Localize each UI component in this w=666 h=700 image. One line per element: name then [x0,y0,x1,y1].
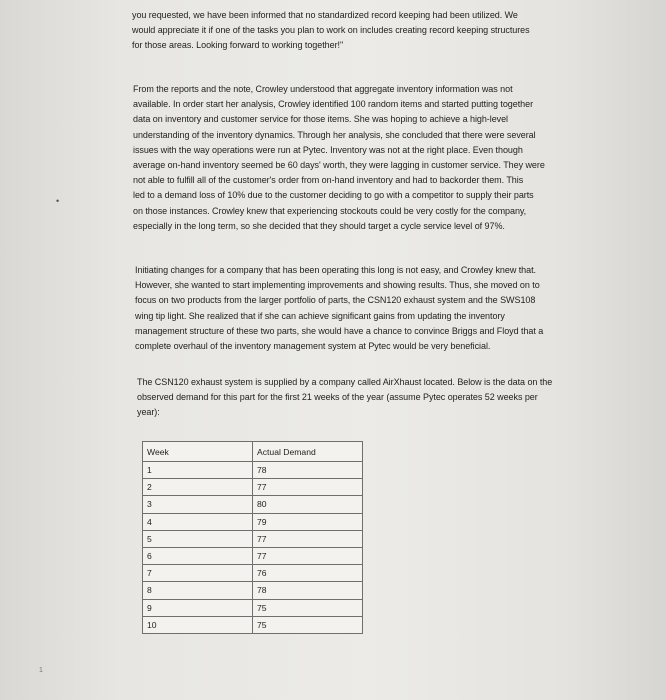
text-line: available. In order start her analysis, Crowley identified 100 random items and started putting together [133,99,534,110]
table-row [143,496,363,513]
text-line: year): [137,407,160,418]
text-line: for those areas. Looking forward to working together!" [132,40,344,51]
demand-cell: 76 [253,565,363,582]
week-cell: 2 [143,479,253,496]
demand-cell: 77 [253,479,363,496]
table-row [143,599,363,616]
text-line: led to a demand loss of 10% due to the customer deciding to go with a competitor to supply their parts [133,190,534,201]
week-cell: 8 [143,582,253,599]
text-line: especially in the long term, so she decided that they should target a cycle service level of 97%. [133,220,505,231]
demand-table [142,441,363,634]
demand-cell: 77 [253,547,363,564]
demand-cell: 79 [253,513,363,530]
table-row [143,565,363,582]
table-header-row [143,442,363,462]
week-cell: 5 [143,530,253,547]
text-line: wing tip light. She realized that if she can achieve significant gains from updating the inventory [135,310,505,321]
week-cell: 9 [143,599,253,616]
text-line: observed demand for this part for the first 21 weeks of the year (assume Pytec operates 52 weeks per [137,392,538,403]
paragraph-crowley-analysis [133,82,613,234]
week-cell: 1 [143,462,253,479]
text-line: would appreciate it if one of the tasks you plan to work on includes creating record keeping structures [132,25,530,36]
text-line: issues with the way operations were run at Pytec. Inventory was not at the right place. Even though [133,144,523,155]
text-line: However, she wanted to start implementing improvements and showing results. Thus, she moved on to [135,280,540,291]
table-row [143,547,363,564]
text-line: management structure of these two parts, she would have a chance to convince Briggs and Floyd that a [135,325,544,336]
column-header-week: Week [143,442,253,462]
text-line: you requested, we have been informed that no standardized record keeping had been utilized. We [132,10,518,20]
paragraph-initiating-changes [135,263,605,354]
text-line: understanding of the inventory dynamics. Through her analysis, she concluded that there were several [133,129,536,140]
text-line: data on inventory and customer service for those items. She was hoping to achieve a high-level [133,114,509,125]
demand-cell: 80 [253,496,363,513]
margin-number-mark: 1 [39,667,43,674]
paragraph-csn120-supplier [137,375,607,421]
demand-cell: 78 [253,462,363,479]
table-row [143,582,363,599]
text-line: Initiating changes for a company that has been operating this long is not easy, and Crowley knew that. [135,265,536,275]
table-row [143,530,363,547]
demand-cell: 75 [253,599,363,616]
text-line: focus on two products from the larger portfolio of parts, the CSN120 exhaust system and the SWS108 [135,295,536,306]
text-line: average on-hand inventory seemed be 60 days' worth, they were lagging in customer service. They were [133,160,545,171]
paragraph-quote-ending [132,8,612,54]
week-cell: 6 [143,547,253,564]
table-row [143,616,363,633]
table-row [143,462,363,479]
text-line: The CSN120 exhaust system is supplied by a company called AirXhaust located. Below is the data on the [137,377,553,387]
margin-dot-mark: • [56,196,60,206]
text-line: complete overhaul of the inventory management system at Pytec would be very beneficial. [135,341,491,352]
text-line: not able to fulfill all of the customer's order from on-hand inventory and had to backorder them. This [133,175,524,186]
demand-cell: 75 [253,616,363,633]
week-cell: 7 [143,565,253,582]
week-cell: 4 [143,513,253,530]
demand-cell: 78 [253,582,363,599]
table-row [143,479,363,496]
week-cell: 3 [143,496,253,513]
table-row [143,513,363,530]
text-line: From the reports and the note, Crowley understood that aggregate inventory information was not [133,84,513,94]
week-cell: 10 [143,616,253,633]
demand-cell: 77 [253,530,363,547]
text-line: on those instances. Crowley knew that experiencing stockouts could be very costly for the company, [133,205,527,216]
column-header-actual-demand: Actual Demand [253,442,363,462]
